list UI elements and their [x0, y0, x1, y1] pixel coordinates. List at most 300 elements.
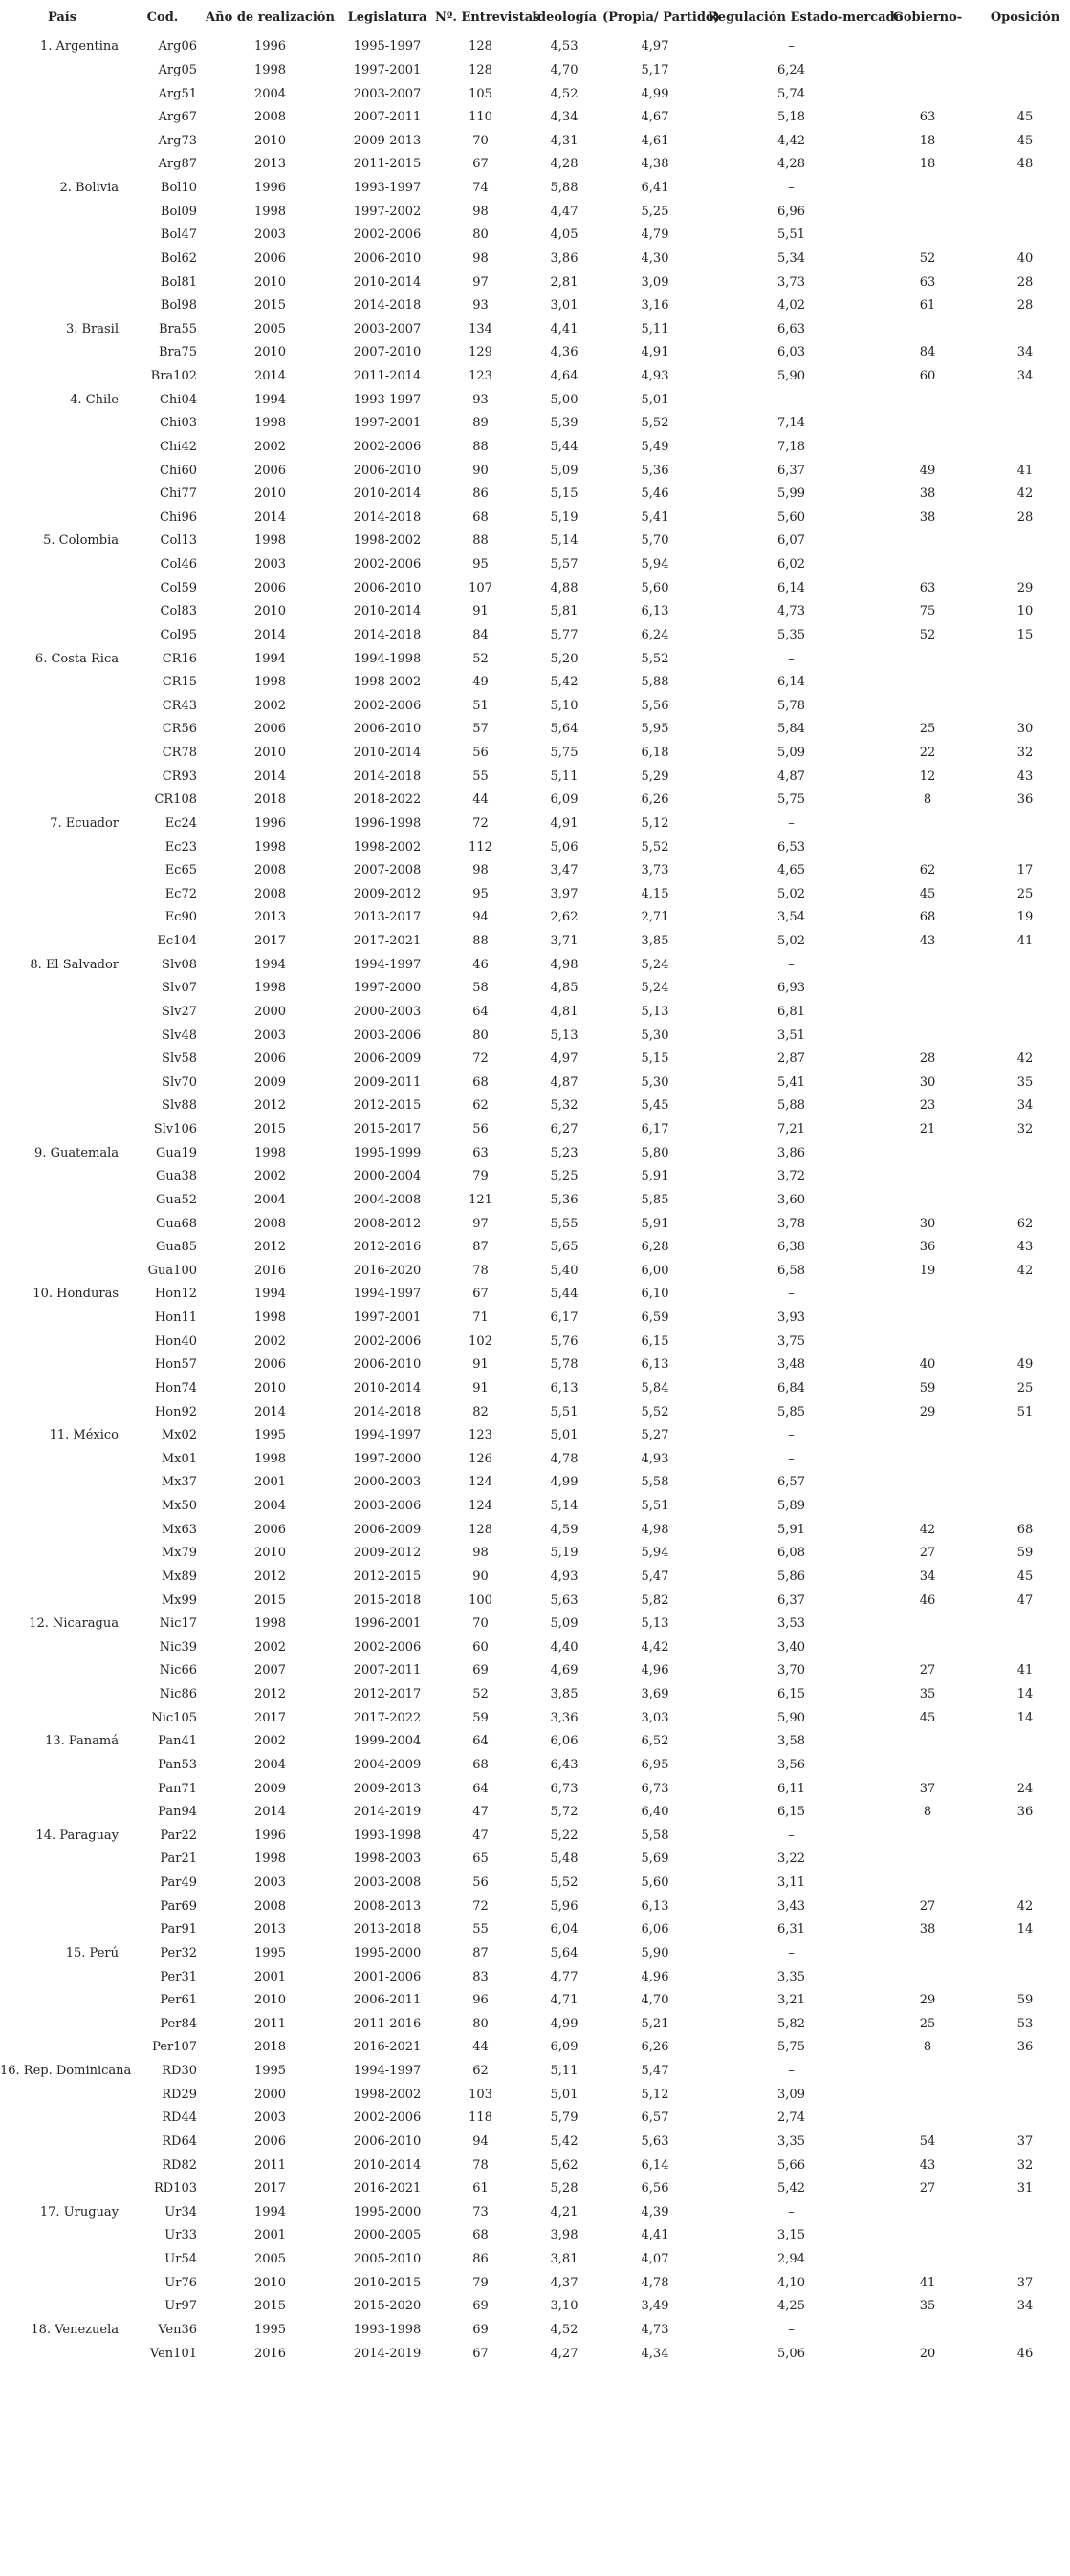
- cell-regulacion: –: [788, 39, 795, 54]
- cell-oposicion: 25: [1016, 1380, 1034, 1396]
- cell-cod: Ur97: [164, 2299, 197, 2314]
- cell-entrevistas: 128: [469, 62, 492, 77]
- cell-propia-partido: 4,99: [641, 86, 669, 101]
- cell-ano: 2012: [253, 1240, 287, 1255]
- cell-pais: [0, 600, 124, 624]
- cell-regulacion: 5,18: [777, 110, 805, 125]
- cell-ideologia: 5,09: [550, 1616, 579, 1632]
- cell-propia-partido: 5,29: [641, 768, 669, 784]
- cell-entrevistas: 123: [469, 1428, 492, 1443]
- cell-entrevistas: 74: [472, 181, 489, 196]
- cell-regulacion: 3,78: [777, 1216, 805, 1231]
- cell-oposicion: 36: [1016, 792, 1034, 808]
- cell-cod: Bol98: [160, 298, 197, 314]
- cell-ano: 2006: [253, 580, 287, 595]
- cell-ideologia: 4,27: [550, 2346, 579, 2361]
- cell-ideologia: 5,32: [550, 1098, 579, 1114]
- cell-pais: [0, 1118, 124, 1142]
- cell-cod: Pan94: [158, 1805, 197, 1820]
- cell-regulacion: 6,14: [777, 580, 805, 595]
- cell-regulacion: 7,18: [777, 439, 805, 454]
- cell-pais: 1. Argentina: [39, 39, 119, 54]
- cell-pais: [0, 341, 124, 365]
- cell-ano: 2010: [253, 274, 287, 290]
- cell-ideologia: 5,42: [550, 2133, 579, 2149]
- cell-ideologia: 4,59: [550, 1522, 579, 1537]
- cell-gobierno: 43: [919, 934, 936, 949]
- cell-legislatura: 2007-2011: [353, 110, 422, 125]
- cell-gobierno: 21: [919, 1122, 936, 1137]
- cell-gobierno: [875, 1283, 980, 1307]
- cell-ideologia: 4,69: [550, 1663, 579, 1678]
- cell-entrevistas: 62: [472, 2064, 489, 2079]
- cell-ideologia: 5,06: [550, 839, 579, 855]
- cell-oposicion: [980, 671, 1070, 695]
- cell-pais: [0, 835, 124, 859]
- header-legislatura: Legislatura: [347, 11, 427, 25]
- cell-legislatura: 2002-2006: [353, 1333, 422, 1349]
- cell-cod: CR78: [162, 746, 197, 761]
- cell-cod: CR93: [162, 768, 197, 784]
- cell-propia-partido: 5,12: [641, 2087, 669, 2102]
- cell-oposicion: [980, 1730, 1070, 1754]
- cell-entrevistas: 56: [472, 1875, 489, 1891]
- table-row: [0, 1894, 1070, 1918]
- cell-entrevistas: 69: [472, 2322, 489, 2337]
- cell-regulacion: –: [788, 651, 795, 666]
- cell-ideologia: 4,28: [550, 157, 579, 172]
- cell-entrevistas: 100: [469, 1592, 492, 1608]
- cell-oposicion: [980, 1636, 1070, 1660]
- cell-pais: [0, 1048, 124, 1072]
- cell-regulacion: 6,03: [777, 345, 805, 360]
- cell-ideologia: 5,64: [550, 722, 579, 737]
- cell-pais: 15. Perú: [65, 1945, 119, 1960]
- cell-oposicion: [980, 647, 1070, 671]
- cell-pais: [0, 507, 124, 530]
- cell-gobierno: 41: [919, 2275, 936, 2290]
- cell-regulacion: 3,75: [777, 1333, 805, 1349]
- cell-oposicion: [980, 177, 1070, 201]
- table-row: [0, 2319, 1070, 2343]
- cell-oposicion: [980, 318, 1070, 342]
- cell-oposicion: 46: [1016, 2346, 1034, 2361]
- cell-propia-partido: 4,34: [641, 2346, 669, 2361]
- cell-regulacion: 4,25: [777, 2299, 805, 2314]
- cell-ano: 1994: [253, 1287, 287, 1302]
- cell-cod: Par91: [160, 1922, 197, 1937]
- cell-cod: Mx02: [161, 1428, 197, 1443]
- cell-legislatura: 2010-2014: [353, 274, 422, 290]
- header-entrevistas: Nº. Entrevistas: [435, 11, 540, 25]
- table-row: [0, 624, 1070, 648]
- cell-propia-partido: 4,98: [641, 1522, 669, 1537]
- cell-entrevistas: 49: [472, 675, 489, 690]
- cell-regulacion: –: [788, 2204, 795, 2219]
- cell-regulacion: 6,37: [777, 1592, 805, 1608]
- cell-entrevistas: 68: [472, 509, 489, 525]
- cell-propia-partido: 6,59: [641, 1310, 669, 1326]
- cell-pais: [0, 2295, 124, 2319]
- cell-ano: 1994: [253, 392, 287, 407]
- cell-oposicion: 53: [1016, 2016, 1034, 2031]
- cell-entrevistas: 84: [472, 627, 489, 642]
- cell-ideologia: 5,76: [550, 1333, 579, 1349]
- cell-cod: Chi42: [159, 439, 197, 454]
- cell-ano: 2008: [253, 886, 287, 901]
- cell-legislatura: 1993-1997: [353, 392, 422, 407]
- cell-cod: Arg06: [158, 39, 197, 54]
- cell-pais: 5. Colombia: [43, 533, 119, 549]
- cell-propia-partido: 5,85: [641, 1192, 669, 1207]
- cell-cod: Chi03: [159, 416, 197, 431]
- cell-ano: 2014: [253, 627, 287, 642]
- cell-legislatura: 2006-2009: [353, 1051, 422, 1067]
- cell-gobierno: 62: [919, 863, 936, 878]
- cell-pais: [0, 695, 124, 719]
- cell-regulacion: 6,96: [777, 204, 805, 219]
- cell-ano: 2002: [253, 1169, 287, 1184]
- cell-ano: 1998: [253, 62, 287, 77]
- cell-regulacion: –: [788, 957, 795, 972]
- cell-legislatura: 2015-2020: [353, 2299, 422, 2314]
- cell-cod: Slv27: [162, 1004, 197, 1019]
- cell-entrevistas: 58: [472, 981, 489, 996]
- cell-legislatura: 1994-1997: [353, 2064, 422, 2079]
- cell-cod: Col46: [160, 557, 197, 573]
- cell-pais: 12. Nicaragua: [29, 1616, 119, 1632]
- cell-propia-partido: 5,63: [641, 2133, 669, 2149]
- cell-pais: [0, 1400, 124, 1424]
- cell-legislatura: 2014-2019: [353, 1805, 422, 1820]
- cell-legislatura: 1998-2002: [353, 2087, 422, 2102]
- cell-ideologia: 5,19: [550, 509, 579, 525]
- table-row: [0, 859, 1070, 883]
- table-row: [0, 1542, 1070, 1566]
- cell-legislatura: 1995-1997: [353, 39, 422, 54]
- table-row: [0, 671, 1070, 695]
- cell-cod: Chi60: [159, 463, 197, 478]
- table-row: [0, 789, 1070, 812]
- cell-pais: 9. Guatemala: [34, 1145, 119, 1160]
- cell-gobierno: 25: [919, 2016, 936, 2031]
- table-row: [0, 1072, 1070, 1095]
- cell-ano: 2010: [253, 746, 287, 761]
- cell-propia-partido: 5,95: [641, 722, 669, 737]
- cell-entrevistas: 89: [472, 416, 489, 431]
- cell-ideologia: 4,71: [550, 1993, 579, 2008]
- cell-pais: 3. Brasil: [65, 321, 119, 336]
- table-row: [0, 1353, 1070, 1377]
- cell-pais: 11. México: [49, 1428, 119, 1443]
- cell-legislatura: 2004-2008: [353, 1192, 422, 1207]
- cell-pais: [0, 1353, 124, 1377]
- cell-regulacion: 6,02: [777, 557, 805, 573]
- cell-gobierno: [875, 1848, 980, 1872]
- cell-cod: Slv70: [162, 1074, 197, 1090]
- header-ano: Año de realización: [206, 11, 335, 25]
- cell-ideologia: 5,23: [550, 1145, 579, 1160]
- cell-pais: 10. Honduras: [33, 1287, 119, 1302]
- cell-gobierno: 35: [919, 2299, 936, 2314]
- cell-pais: 13. Panamá: [45, 1734, 119, 1749]
- cell-pais: [0, 671, 124, 695]
- cell-ideologia: 4,99: [550, 2016, 579, 2031]
- cell-ano: 2017: [253, 2181, 287, 2197]
- table-row: [0, 812, 1070, 836]
- cell-legislatura: 2013-2018: [353, 1922, 422, 1937]
- cell-regulacion: 4,42: [777, 133, 805, 148]
- cell-cod: Slv106: [153, 1122, 197, 1137]
- cell-propia-partido: 4,30: [641, 250, 669, 266]
- cell-legislatura: 2007-2011: [353, 1663, 422, 1678]
- cell-entrevistas: 90: [472, 463, 489, 478]
- cell-pais: [0, 271, 124, 294]
- cell-cod: Mx37: [161, 1475, 197, 1490]
- cell-propia-partido: 5,90: [641, 1945, 669, 1960]
- cell-pais: [0, 1683, 124, 1707]
- cell-oposicion: [980, 1330, 1070, 1353]
- cell-entrevistas: 128: [469, 1522, 492, 1537]
- cell-entrevistas: 67: [472, 157, 489, 172]
- cell-legislatura: 1994-1997: [353, 957, 422, 972]
- cell-pais: [0, 553, 124, 577]
- cell-legislatura: 1995-2000: [353, 2204, 422, 2219]
- cell-ano: 2012: [253, 1569, 287, 1584]
- cell-propia-partido: 6,57: [641, 2111, 669, 2126]
- cell-ano: 2010: [253, 2275, 287, 2290]
- cell-ideologia: 4,37: [550, 2275, 579, 2290]
- cell-ideologia: 5,51: [550, 1404, 579, 1419]
- cell-legislatura: 2014-2019: [353, 2346, 422, 2361]
- cell-pais: [0, 2083, 124, 2107]
- cell-ano: 2007: [253, 1663, 287, 1678]
- cell-propia-partido: 5,24: [641, 957, 669, 972]
- table-row: [0, 200, 1070, 224]
- cell-cod: Slv88: [162, 1098, 197, 1114]
- cell-propia-partido: 4,78: [641, 2275, 669, 2290]
- cell-gobierno: 46: [919, 1592, 936, 1608]
- cell-pais: [0, 2342, 124, 2366]
- table-row: [0, 1989, 1070, 2013]
- cell-ano: 2010: [253, 345, 287, 360]
- cell-ideologia: 4,47: [550, 204, 579, 219]
- cell-legislatura: 1998-2003: [353, 1851, 422, 1867]
- cell-propia-partido: 5,41: [641, 509, 669, 525]
- cell-oposicion: 34: [1016, 369, 1034, 384]
- cell-gobierno: [875, 835, 980, 859]
- table-body: [0, 35, 1070, 2366]
- cell-ano: 2014: [253, 1404, 287, 1419]
- table-row: [0, 1471, 1070, 1495]
- cell-pais: [0, 130, 124, 154]
- cell-ideologia: 5,62: [550, 2157, 579, 2173]
- table-row: [0, 2342, 1070, 2366]
- cell-gobierno: 49: [919, 463, 936, 478]
- cell-cod: Mx50: [161, 1499, 197, 1514]
- table-row: [0, 906, 1070, 930]
- cell-gobierno: [875, 2107, 980, 2131]
- cell-legislatura: 2012-2017: [353, 1687, 422, 1702]
- cell-propia-partido: 5,82: [641, 1592, 669, 1608]
- cell-cod: Bol81: [160, 274, 197, 290]
- cell-entrevistas: 56: [472, 1122, 489, 1137]
- cell-regulacion: 6,53: [777, 839, 805, 855]
- cell-propia-partido: 4,73: [641, 2322, 669, 2337]
- cell-ideologia: 5,77: [550, 627, 579, 642]
- cell-legislatura: 1994-1997: [353, 1428, 422, 1443]
- cell-entrevistas: 91: [472, 604, 489, 619]
- cell-cod: Arg73: [158, 133, 197, 148]
- cell-gobierno: [875, 59, 980, 83]
- cell-ano: 1996: [253, 181, 287, 196]
- cell-cod: CR43: [162, 698, 197, 713]
- cell-propia-partido: 5,13: [641, 1004, 669, 1019]
- cell-pais: [0, 1448, 124, 1472]
- cell-cod: Ec23: [164, 839, 197, 855]
- cell-pais: 18. Venezuela: [31, 2322, 119, 2337]
- cell-pais: [0, 200, 124, 224]
- cell-oposicion: [980, 2224, 1070, 2248]
- cell-regulacion: 6,81: [777, 1004, 805, 1019]
- cell-regulacion: 3,53: [777, 1616, 805, 1632]
- cell-pais: [0, 1754, 124, 1778]
- cell-oposicion: 47: [1016, 1592, 1034, 1608]
- cell-ideologia: 6,43: [550, 1757, 579, 1772]
- cell-pais: 7. Ecuador: [50, 815, 119, 831]
- cell-ideologia: 5,42: [550, 675, 579, 690]
- cell-ano: 2006: [253, 2133, 287, 2149]
- cell-entrevistas: 97: [472, 274, 489, 290]
- cell-gobierno: [875, 953, 980, 977]
- table-row: [0, 1589, 1070, 1613]
- cell-oposicion: [980, 695, 1070, 719]
- cell-cod: Mx79: [161, 1546, 197, 1561]
- table-row: [0, 1400, 1070, 1424]
- cell-oposicion: [980, 835, 1070, 859]
- cell-propia-partido: 6,24: [641, 627, 669, 642]
- cell-gobierno: 28: [919, 1051, 936, 1067]
- cell-ideologia: 5,22: [550, 1828, 579, 1843]
- cell-ano: 2013: [253, 1922, 287, 1937]
- cell-pais: [0, 1636, 124, 1660]
- cell-legislatura: 1997-2000: [353, 981, 422, 996]
- cell-entrevistas: 94: [472, 910, 489, 925]
- table-row: [0, 1189, 1070, 1213]
- cell-legislatura: 1996-1998: [353, 815, 422, 831]
- table-row: [0, 318, 1070, 342]
- cell-propia-partido: 3,09: [641, 274, 669, 290]
- cell-cod: RD30: [162, 2064, 197, 2079]
- cell-pais: [0, 930, 124, 954]
- cell-regulacion: 6,37: [777, 463, 805, 478]
- cell-pais: [0, 1918, 124, 1942]
- cell-ano: 2006: [253, 250, 287, 266]
- table-row: [0, 82, 1070, 106]
- cell-ano: 2008: [253, 1216, 287, 1231]
- table-row: [0, 1236, 1070, 1260]
- cell-gobierno: 52: [919, 627, 936, 642]
- cell-legislatura: 1993-1998: [353, 1828, 422, 1843]
- cell-cod: Nic17: [159, 1616, 197, 1632]
- cell-pais: [0, 718, 124, 742]
- cell-regulacion: 5,42: [777, 2181, 805, 2197]
- cell-oposicion: [980, 1141, 1070, 1165]
- cell-regulacion: –: [788, 1428, 795, 1443]
- table-row: [0, 2154, 1070, 2177]
- cell-propia-partido: 6,52: [641, 1734, 669, 1749]
- cell-regulacion: 5,75: [777, 792, 805, 808]
- cell-regulacion: 6,14: [777, 675, 805, 690]
- cell-cod: Nic39: [159, 1639, 197, 1655]
- cell-regulacion: 4,28: [777, 157, 805, 172]
- cell-legislatura: 2009-2013: [353, 133, 422, 148]
- cell-cod: Slv07: [162, 981, 197, 996]
- table-row: [0, 2224, 1070, 2248]
- cell-ideologia: 6,06: [550, 1734, 579, 1749]
- cell-entrevistas: 78: [472, 1263, 489, 1278]
- cell-cod: Par22: [160, 1828, 197, 1843]
- cell-legislatura: 2010-2014: [353, 746, 422, 761]
- cell-gobierno: 19: [919, 1263, 936, 1278]
- cell-oposicion: 43: [1016, 768, 1034, 784]
- cell-gobierno: 30: [919, 1074, 936, 1090]
- cell-oposicion: 41: [1016, 1663, 1034, 1678]
- cell-regulacion: 6,63: [777, 321, 805, 336]
- cell-gobierno: 38: [919, 1922, 936, 1937]
- cell-oposicion: 32: [1016, 1122, 1034, 1137]
- cell-ano: 2015: [253, 298, 287, 314]
- cell-gobierno: [875, 1024, 980, 1048]
- cell-regulacion: –: [788, 1451, 795, 1466]
- cell-oposicion: [980, 977, 1070, 1001]
- cell-pais: [0, 2177, 124, 2201]
- cell-regulacion: 4,65: [777, 863, 805, 878]
- cell-entrevistas: 83: [472, 1969, 489, 1984]
- table-row: [0, 365, 1070, 389]
- cell-ano: 2004: [253, 86, 287, 101]
- cell-ideologia: 4,05: [550, 227, 579, 243]
- cell-propia-partido: 5,52: [641, 416, 669, 431]
- cell-legislatura: 1993-1998: [353, 2322, 422, 2337]
- cell-pais: [0, 1471, 124, 1495]
- table-row: [0, 1307, 1070, 1331]
- cell-regulacion: –: [788, 1828, 795, 1843]
- cell-regulacion: 5,90: [777, 369, 805, 384]
- cell-ideologia: 6,04: [550, 1922, 579, 1937]
- cell-entrevistas: 47: [472, 1805, 489, 1820]
- cell-cod: Hon40: [154, 1333, 197, 1349]
- cell-ideologia: 5,25: [550, 1169, 579, 1184]
- cell-regulacion: 2,94: [777, 2252, 805, 2267]
- cell-entrevistas: 69: [472, 1663, 489, 1678]
- cell-ano: 2003: [253, 1875, 287, 1891]
- cell-cod: RD44: [162, 2111, 197, 2126]
- cell-entrevistas: 55: [472, 1922, 489, 1937]
- table-row: [0, 835, 1070, 859]
- cell-ideologia: 5,19: [550, 1546, 579, 1561]
- cell-propia-partido: 4,79: [641, 227, 669, 243]
- cell-ideologia: 3,47: [550, 863, 579, 878]
- cell-pais: 14. Paraguay: [35, 1828, 119, 1843]
- cell-entrevistas: 98: [472, 250, 489, 266]
- cell-entrevistas: 86: [472, 2252, 489, 2267]
- cell-entrevistas: 110: [469, 110, 492, 125]
- table-row: [0, 177, 1070, 201]
- cell-ideologia: 5,01: [550, 1428, 579, 1443]
- cell-ideologia: 5,11: [550, 2064, 579, 2079]
- cell-ano: 2009: [253, 1781, 287, 1796]
